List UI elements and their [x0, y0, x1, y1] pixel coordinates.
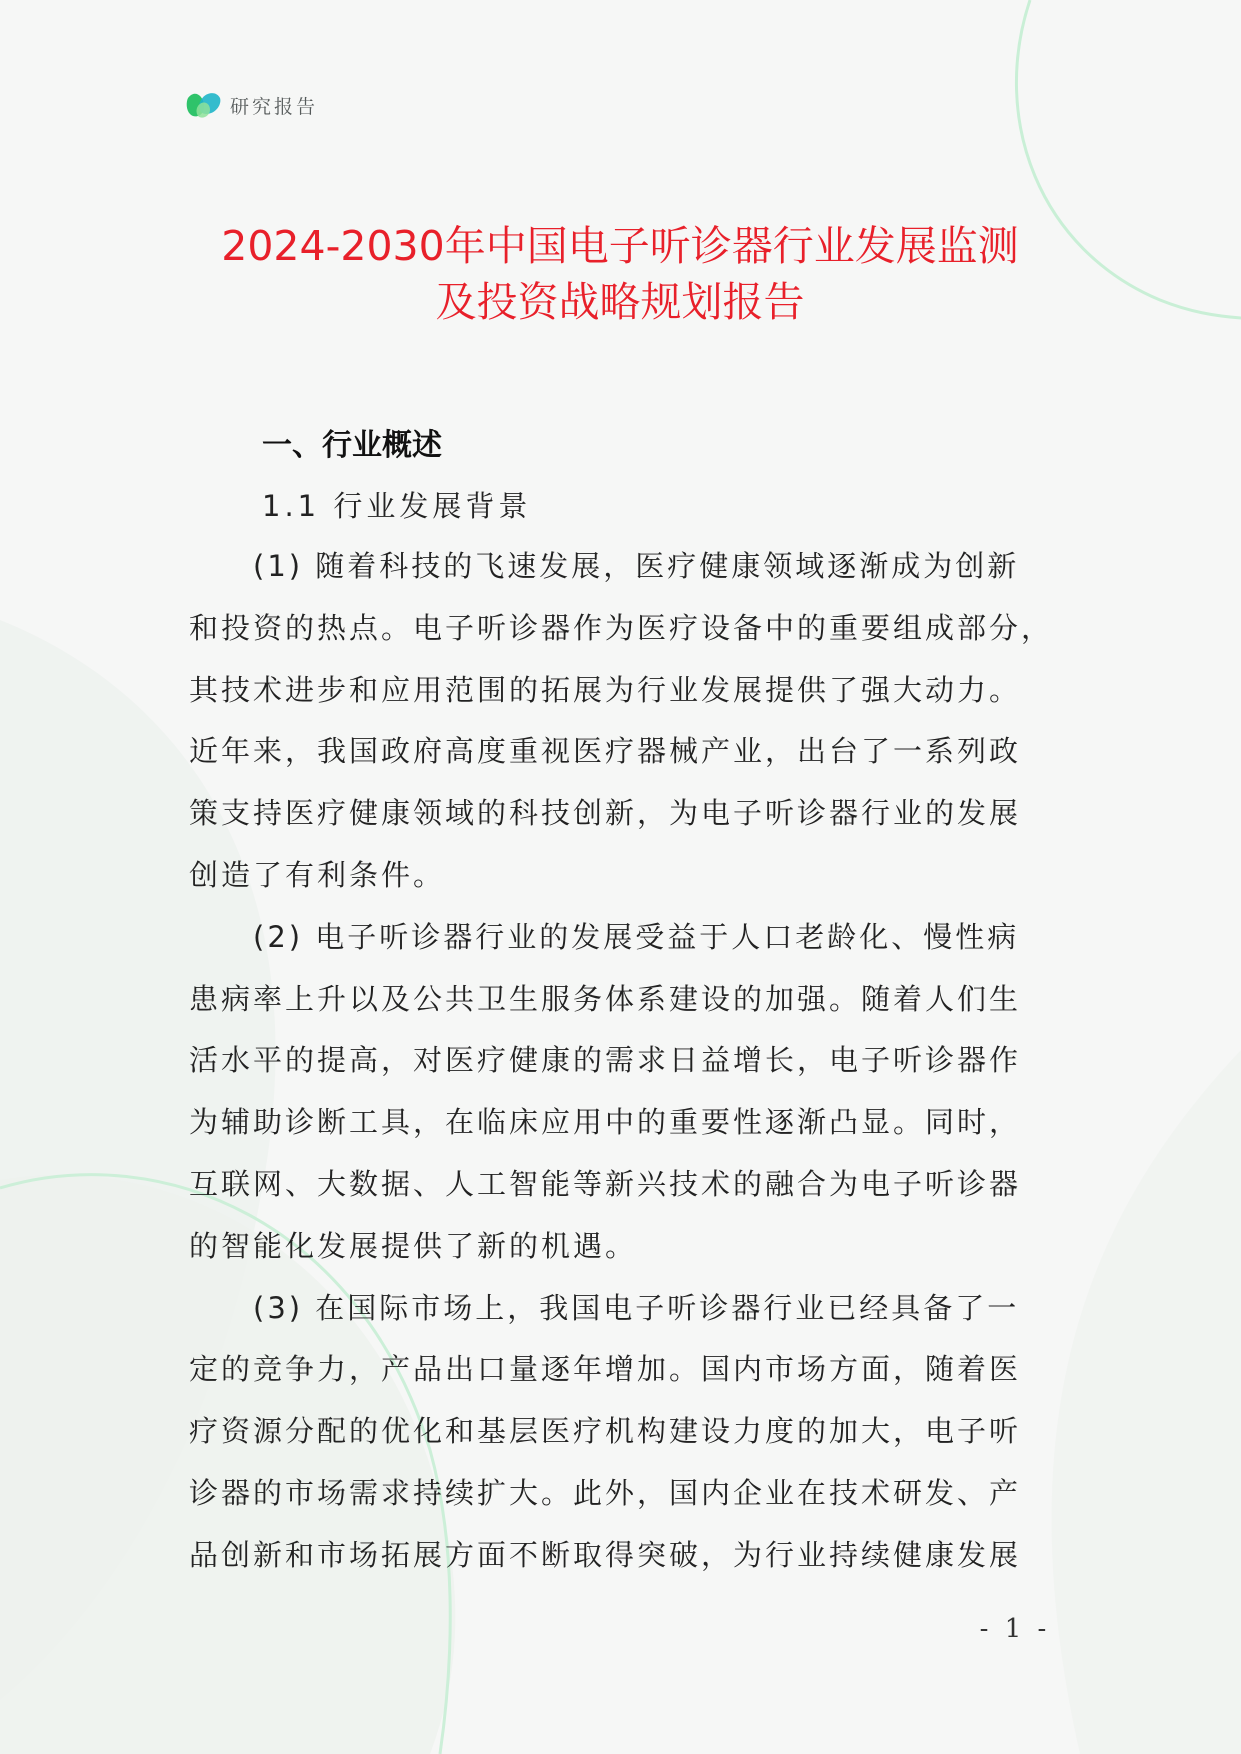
paragraph-line: 互联网、大数据、人工智能等新兴技术的融合为电子听诊器: [189, 1166, 1022, 1201]
paragraph-line: 策支持医疗健康领域的科技创新，为电子听诊器行业的发展: [189, 796, 1022, 831]
paragraph-line: 为辅助诊断工具，在临床应用中的重要性逐渐凸显。同时，: [189, 1105, 1022, 1140]
body-text: [189, 536, 1054, 1587]
paragraph-3: [189, 1278, 1047, 1587]
paragraph-line: 创造了有利条件。: [189, 857, 446, 892]
paragraph-line: 患病率上升以及公共卫生服务体系建设的加强。随着人们生: [189, 981, 1022, 1016]
sub-heading: 1.1 行业发展背景: [262, 489, 532, 523]
paragraph-line: (2) 电子听诊器行业的发展受益于人口老龄化、慢性病: [189, 919, 1020, 954]
document-header: [186, 88, 318, 122]
report-title-line-1: 2024-2030年中国电子听诊器行业发展监测: [221, 222, 1019, 270]
paragraph-line: 活水平的提高，对医疗健康的需求日益增长，电子听诊器作: [189, 1043, 1022, 1078]
paragraph-line: 的智能化发展提供了新的机遇。: [189, 1228, 638, 1263]
paragraph-line: (1) 随着科技的飞速发展，医疗健康领域逐渐成为创新: [189, 549, 1020, 583]
paragraph-line: (3) 在国际市场上，我国电子听诊器行业已经具备了一: [189, 1290, 1020, 1325]
section-heading: 一、行业概述: [262, 428, 442, 463]
paragraph-line: 疗资源分配的优化和基层医疗机构建设力度的加大，电子听: [189, 1414, 1022, 1449]
paragraph-2: [189, 907, 1047, 1278]
brand-logo-icon: [186, 88, 222, 122]
paragraph-1: [189, 536, 1054, 907]
paragraph-line: 诊器的市场需求持续扩大。此外，国内企业在技术研发、产: [189, 1475, 1022, 1510]
report-title: [160, 218, 1080, 330]
page-number: - 1 -: [979, 1614, 1051, 1644]
header-label: 研究报告: [230, 95, 319, 118]
paragraph-line: 其技术进步和应用范围的拓展为行业发展提供了强大动力。: [189, 672, 1022, 707]
paragraph-line: 定的竞争力，产品出口量逐年增加。国内市场方面，随着医: [189, 1352, 1022, 1387]
paragraph-line: 和投资的热点。电子听诊器作为医疗设备中的重要组成部分，: [189, 610, 1054, 645]
paragraph-line: 近年来，我国政府高度重视医疗器械产业，出台了一系列政: [189, 734, 1022, 769]
report-title-line-2: 及投资战略规划报告: [435, 278, 805, 326]
paragraph-line: 品创新和市场拓展方面不断取得突破，为行业持续健康发展: [189, 1537, 1022, 1572]
